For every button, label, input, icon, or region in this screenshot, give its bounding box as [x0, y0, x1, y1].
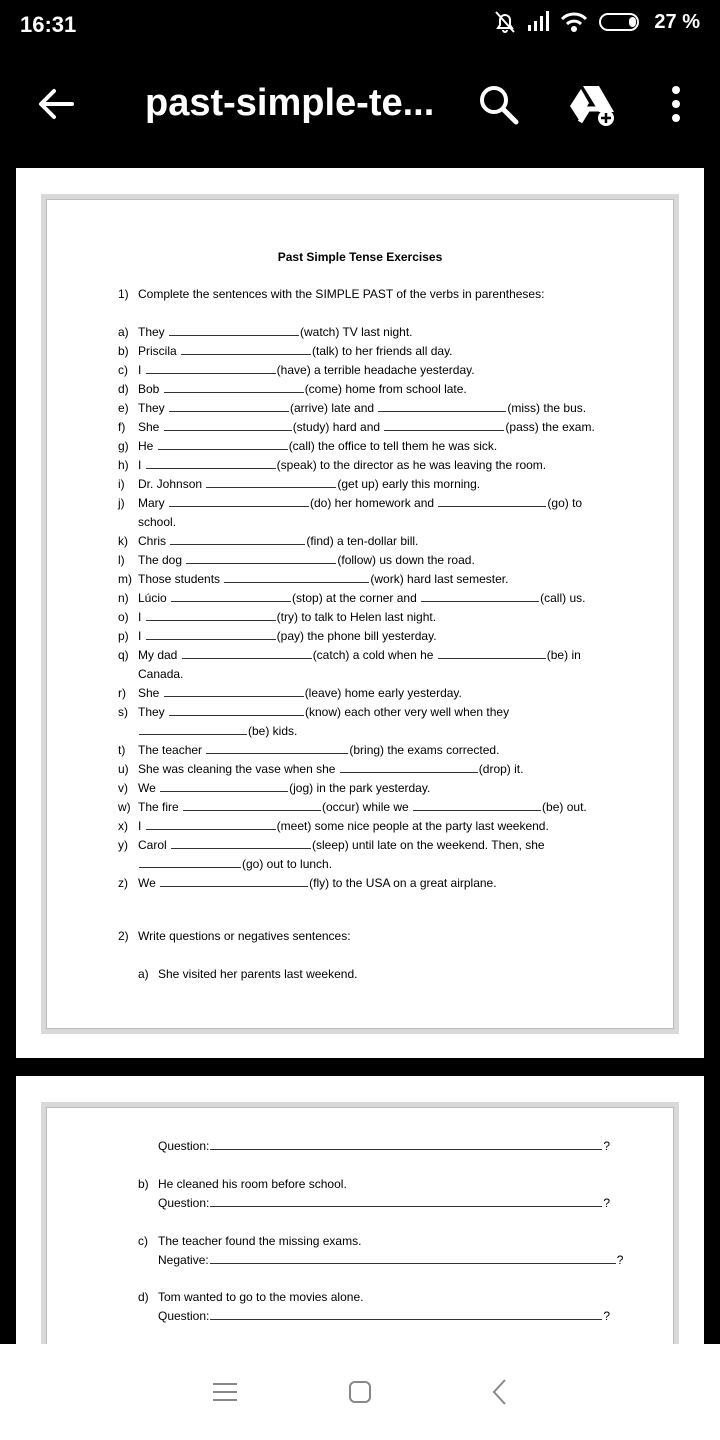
answer-blank — [206, 477, 336, 488]
wifi-icon — [560, 11, 588, 33]
exercise-line: b) Priscila (talk) to her friends all day. — [118, 344, 453, 358]
answer-blank — [170, 534, 305, 545]
system-nav-bar — [0, 1344, 720, 1440]
answer-blank — [210, 1196, 602, 1207]
exercise-title: Past Simple Tense Exercises — [277, 250, 443, 264]
answer-blank — [146, 629, 276, 640]
home-icon[interactable] — [348, 1380, 372, 1404]
exercise-line: w) The fire (occur) while we (be) out. — [118, 800, 587, 814]
exercise-line: l) The dog (follow) us down the road. — [118, 553, 475, 567]
more-options-icon[interactable] — [664, 82, 688, 126]
answer-blank — [182, 648, 312, 659]
battery-icon — [598, 11, 644, 33]
answer-line: Question: ? — [158, 1196, 611, 1210]
exercise-line: k) Chris (find) a ten-dollar bill. — [118, 534, 419, 548]
answer-blank — [384, 420, 504, 431]
bell-off-icon — [494, 10, 516, 34]
answer-blank — [210, 1309, 602, 1320]
exercise-line: i) Dr. Johnson (get up) early this morning. — [118, 477, 481, 491]
exercise-line: (be) kids. — [118, 724, 297, 738]
answer-blank — [210, 1139, 602, 1150]
answer-blank — [160, 781, 288, 792]
exercise-line: j) Mary (do) her homework and (go) to — [118, 496, 583, 510]
answer-blank — [158, 439, 288, 450]
answer-blank — [340, 762, 478, 773]
exercise-line: s) They (know) each other very well when they — [118, 705, 510, 719]
answer-blank — [146, 819, 276, 830]
exercise-line: o) I (try) to talk to Helen last night. — [118, 610, 437, 624]
exercise-line: x) I (meet) some nice people at the party last weekend. — [118, 819, 549, 833]
answer-line: Question: ? — [158, 1139, 611, 1153]
exercise-line: q) My dad (catch) a cold when he (be) in — [118, 648, 581, 662]
instruction-2: 2) Write questions or negatives sentences: — [118, 929, 351, 943]
document-page-2 — [16, 1076, 704, 1344]
answer-blank — [378, 401, 506, 412]
exercise-line: (go) out to lunch. — [118, 857, 332, 871]
document-page-1 — [16, 168, 704, 1058]
save-to-drive-icon[interactable] — [566, 82, 616, 126]
answer-blank — [139, 724, 247, 735]
answer-blank — [169, 401, 289, 412]
exercise-2-sentence: d) Tom wanted to go to the movies alone. — [138, 1290, 364, 1304]
answer-blank — [438, 496, 546, 507]
exercise-line: v) We (jog) in the park yesterday. — [118, 781, 431, 795]
answer-blank — [164, 686, 304, 697]
exercise-line: h) I (speak) to the director as he was leaving the room. — [118, 458, 547, 472]
answer-blank — [164, 420, 292, 431]
exercise-line: r) She (leave) home early yesterday. — [118, 686, 462, 700]
answer-blank — [169, 496, 309, 507]
exercise-line: g) He (call) the office to tell them he was sick. — [118, 439, 498, 453]
exercise-2a: a) She visited her parents last weekend. — [138, 967, 358, 981]
exercise-line: d) Bob (come) home from school late. — [118, 382, 467, 396]
exercise-line: t) The teacher (bring) the exams corrected. — [118, 743, 500, 757]
answer-blank — [164, 382, 304, 393]
answer-line: Negative: ? — [158, 1253, 624, 1267]
signal-icon — [526, 11, 550, 33]
instruction-1: 1) Complete the sentences with the SIMPLE PAST of the verbs in parentheses: — [118, 287, 545, 301]
nav-back-icon[interactable] — [488, 1378, 512, 1406]
answer-blank — [413, 800, 541, 811]
answer-blank — [181, 344, 311, 355]
exercise-2-sentence: b) He cleaned his room before school. — [138, 1177, 347, 1191]
recent-apps-icon[interactable] — [212, 1382, 238, 1402]
exercise-line: c) I (have) a terrible headache yesterday. — [118, 363, 475, 377]
answer-blank — [183, 800, 321, 811]
status-time: 16:31 — [20, 12, 77, 37]
back-arrow-icon[interactable] — [36, 84, 76, 124]
answer-blank — [206, 743, 348, 754]
answer-blank — [169, 705, 304, 716]
exercise-line: f) She (study) hard and (pass) the exam. — [118, 420, 595, 434]
pdf-viewer[interactable] — [0, 160, 720, 1344]
answer-blank — [224, 572, 369, 583]
exercise-line: m) Those students (work) hard last semester. — [118, 572, 509, 586]
exercise-line: a) They (watch) TV last night. — [118, 325, 413, 339]
exercise-line: Canada. — [138, 667, 184, 681]
answer-blank — [438, 648, 546, 659]
answer-blank — [146, 363, 276, 374]
answer-blank — [171, 838, 311, 849]
exercise-line: y) Carol (sleep) until late on the weekend. Then, she — [118, 838, 545, 852]
exercise-line: u) She was cleaning the vase when she (drop) it. — [118, 762, 524, 776]
answer-blank — [186, 553, 336, 564]
answer-blank — [171, 591, 291, 602]
status-icons — [494, 10, 700, 34]
search-icon[interactable] — [476, 82, 520, 126]
exercise-2-sentence: c) The teacher found the missing exams. — [138, 1234, 362, 1248]
exercise-line: e) They (arrive) late and (miss) the bus. — [118, 401, 587, 415]
answer-line: Question: ? — [158, 1309, 611, 1323]
answer-blank — [146, 458, 276, 469]
exercise-line: n) Lúcio (stop) at the corner and (call) us. — [118, 591, 586, 605]
answer-blank — [421, 591, 539, 602]
answer-blank — [210, 1253, 616, 1264]
app-bar — [0, 50, 720, 160]
answer-blank — [160, 876, 308, 887]
status-bar — [0, 0, 720, 50]
exercise-line: z) We (fly) to the USA on a great airplane. — [118, 876, 497, 890]
answer-blank — [146, 610, 276, 621]
exercise-line: school. — [138, 515, 177, 529]
document-title: past-simple-te... — [145, 82, 435, 124]
answer-blank — [139, 857, 241, 868]
answer-blank — [169, 325, 299, 336]
exercise-line: p) I (pay) the phone bill yesterday. — [118, 629, 437, 643]
battery-percent: 27 % — [654, 10, 700, 33]
